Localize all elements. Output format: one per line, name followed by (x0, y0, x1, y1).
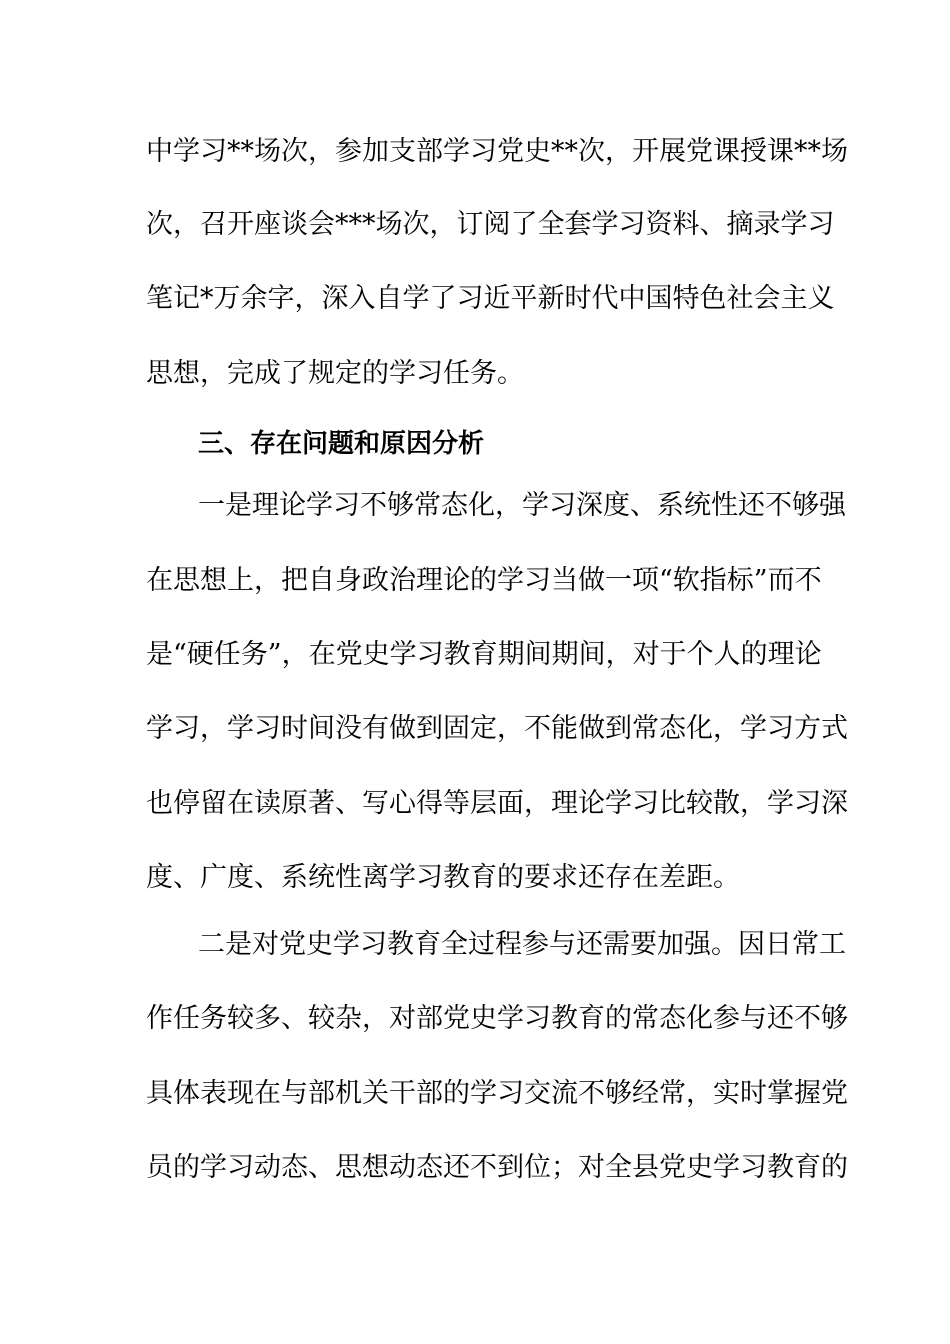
text-line: 中学习**场次，参加支部学习党史**次，开展党课授课**场 (146, 136, 848, 167)
text-line: 一是理论学习不够常态化，学习深度、系统性还不够强 (198, 490, 846, 521)
text-line: 是“硬任务”，在党史学习教育期间期间，对于个人的理论 (146, 639, 822, 670)
text-line: 学习，学习时间没有做到固定，不能做到常态化，学习方式 (146, 713, 848, 744)
text-line: 具体表现在与部机关干部的学习交流不够经常，实时掌握党 (146, 1078, 848, 1109)
text-line: 也停留在读原著、写心得等层面，理论学习比较散，学习深 (146, 788, 848, 819)
text-line: 次，召开座谈会***场次，订阅了全套学习资料、摘录学习 (146, 209, 835, 240)
text-line: 度、广度、系统性离学习教育的要求还存在差距。 (146, 862, 740, 893)
text-line: 在思想上，把自身政治理论的学习当做一项“软指标”而不 (146, 565, 822, 596)
text-line: 思想，完成了规定的学习任务。 (146, 358, 524, 389)
text-line: 二是对党史学习教育全过程参与还需要加强。因日常工 (198, 929, 846, 960)
text-line: 员的学习动态、思想动态还不到位；对全县党史学习教育的 (146, 1152, 848, 1183)
section-heading-text: 三、存在问题和原因分析 (198, 429, 485, 459)
text-line: 笔记*万余字，深入自学了习近平新时代中国特色社会主义 (146, 283, 835, 314)
text-line: 作任务较多、较杂，对部党史学习教育的常态化参与还不够 (146, 1003, 848, 1034)
